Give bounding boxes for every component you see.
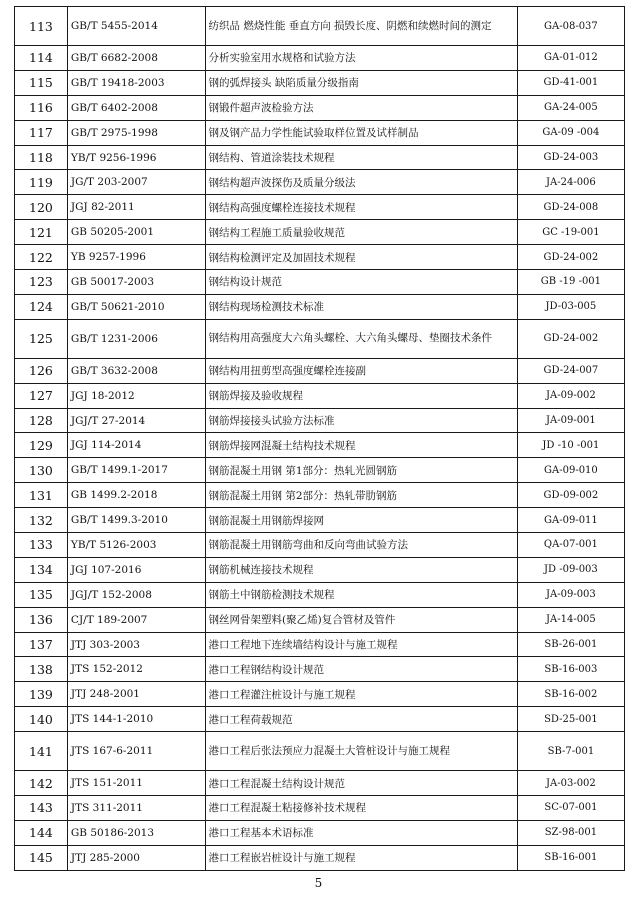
standard-code: YB/T 9256-1996	[67, 145, 205, 170]
reference-number: GA-08-037	[517, 7, 624, 46]
standard-code: JGJ 18-2012	[67, 383, 205, 408]
table-row	[15, 245, 625, 270]
table-row	[15, 358, 625, 383]
standard-code: GB/T 6402-2008	[67, 95, 205, 120]
standard-title: 钢筋混凝土用钢筋弯曲和反向弯曲试验方法	[205, 533, 517, 558]
reference-number: GD-24-007	[517, 358, 624, 383]
table-row	[15, 95, 625, 120]
reference-number: JA-09-003	[517, 582, 624, 607]
table-row	[15, 582, 625, 607]
row-index: 139	[15, 682, 68, 707]
standard-title: 钢结构用高强度大六角头螺栓、大六角头螺母、垫圈技术条件	[205, 319, 517, 358]
standard-code: JGJ 82-2011	[67, 195, 205, 220]
standard-title: 钢筋混凝土用钢 第2部分：热轧带肋钢筋	[205, 483, 517, 508]
row-index: 118	[15, 145, 68, 170]
standard-code: JTS 151-2011	[67, 771, 205, 796]
table-row	[15, 408, 625, 433]
standard-title: 钢筋混凝土用钢筋焊接网	[205, 508, 517, 533]
standard-title: 钢筋机械连接技术规程	[205, 557, 517, 582]
standard-title: 钢筋混凝土用钢 第1部分：热轧光圆钢筋	[205, 458, 517, 483]
standard-title: 钢结构工程施工质量验收规范	[205, 220, 517, 245]
reference-number: SB-26-001	[517, 632, 624, 657]
standard-title: 分析实验室用水规格和试验方法	[205, 46, 517, 71]
standard-title: 钢丝网骨架塑料(聚乙烯)复合管材及管件	[205, 607, 517, 632]
standard-title: 钢结构检测评定及加固技术规程	[205, 245, 517, 270]
reference-number: GD-24-003	[517, 145, 624, 170]
standard-title: 钢结构设计规范	[205, 270, 517, 295]
table-row	[15, 383, 625, 408]
reference-number: GC -19-001	[517, 220, 624, 245]
standards-table	[14, 6, 625, 871]
row-index: 116	[15, 95, 68, 120]
page-number: 5	[314, 876, 323, 890]
standard-title: 钢及钢产品力学性能试验取样位置及试样制品	[205, 120, 517, 145]
standard-title: 钢筋土中钢筋检测技术规程	[205, 582, 517, 607]
reference-number: GB -19 -001	[517, 270, 624, 295]
standard-code: GB/T 3632-2008	[67, 358, 205, 383]
reference-number: JA-24-006	[517, 170, 624, 195]
row-index: 117	[15, 120, 68, 145]
reference-number: GA-24-005	[517, 95, 624, 120]
row-index: 131	[15, 483, 68, 508]
row-index: 143	[15, 796, 68, 821]
row-index: 145	[15, 845, 68, 870]
standard-code: JTJ 285-2000	[67, 845, 205, 870]
row-index: 122	[15, 245, 68, 270]
table-row	[15, 170, 625, 195]
table-body	[15, 7, 625, 871]
reference-number: JA-14-005	[517, 607, 624, 632]
standard-code: GB/T 19418-2003	[67, 70, 205, 95]
table-row	[15, 771, 625, 796]
reference-number: SC-07-001	[517, 796, 624, 821]
standard-title: 港口工程嵌岩桩设计与施工规程	[205, 845, 517, 870]
standard-title: 港口工程基本术语标准	[205, 820, 517, 845]
standard-title: 钢结构现场检测技术标准	[205, 294, 517, 319]
table-row	[15, 195, 625, 220]
standard-title: 钢的弧焊接头 缺陷质量分级指南	[205, 70, 517, 95]
row-index: 144	[15, 820, 68, 845]
standard-code: GB/T 6682-2008	[67, 46, 205, 71]
standard-title: 钢筋焊接网混凝土结构技术规程	[205, 433, 517, 458]
reference-number: JA-03-002	[517, 771, 624, 796]
table-row	[15, 508, 625, 533]
standard-code: YB/T 5126-2003	[67, 533, 205, 558]
standard-code: GB/T 1499.1-2017	[67, 458, 205, 483]
standard-title: 钢结构超声波探伤及质量分级法	[205, 170, 517, 195]
standard-title: 港口工程后张法预应力混凝土大管桩设计与施工规程	[205, 732, 517, 771]
table-row	[15, 632, 625, 657]
table-row	[15, 732, 625, 771]
standard-code: GB/T 1231-2006	[67, 319, 205, 358]
row-index: 138	[15, 657, 68, 682]
standard-title: 钢筋焊接及验收规程	[205, 383, 517, 408]
reference-number: GD-24-002	[517, 245, 624, 270]
reference-number: JA-09-002	[517, 383, 624, 408]
standard-code: JGJ/T 27-2014	[67, 408, 205, 433]
reference-number: JD -10 -001	[517, 433, 624, 458]
row-index: 132	[15, 508, 68, 533]
row-index: 120	[15, 195, 68, 220]
standard-code: GB/T 1499.3-2010	[67, 508, 205, 533]
row-index: 126	[15, 358, 68, 383]
table-row	[15, 820, 625, 845]
standard-title: 钢结构高强度螺栓连接技术规程	[205, 195, 517, 220]
standard-code: JGJ/T 152-2008	[67, 582, 205, 607]
row-index: 130	[15, 458, 68, 483]
row-index: 134	[15, 557, 68, 582]
table-row	[15, 557, 625, 582]
row-index: 140	[15, 707, 68, 732]
reference-number: GA-01-012	[517, 46, 624, 71]
reference-number: GD-24-002	[517, 319, 624, 358]
reference-number: QA-07-001	[517, 533, 624, 558]
table-row	[15, 270, 625, 295]
standard-code: GB/T 50621-2010	[67, 294, 205, 319]
table-row	[15, 533, 625, 558]
table-row	[15, 682, 625, 707]
standard-code: JTJ 248-2001	[67, 682, 205, 707]
table-row	[15, 657, 625, 682]
standard-title: 钢结构、管道涂装技术规程	[205, 145, 517, 170]
row-index: 135	[15, 582, 68, 607]
standard-title: 钢锻件超声波检验方法	[205, 95, 517, 120]
row-index: 119	[15, 170, 68, 195]
standard-code: JGJ 107-2016	[67, 557, 205, 582]
standard-title: 钢筋焊接接头试验方法标准	[205, 408, 517, 433]
standard-code: GB/T 5455-2014	[67, 7, 205, 46]
table-row	[15, 294, 625, 319]
table-row	[15, 46, 625, 71]
row-index: 128	[15, 408, 68, 433]
reference-number: GA-09 -004	[517, 120, 624, 145]
reference-number: SB-7-001	[517, 732, 624, 771]
table-row	[15, 145, 625, 170]
standard-code: GB/T 2975-1998	[67, 120, 205, 145]
reference-number: JA-09-001	[517, 408, 624, 433]
row-index: 137	[15, 632, 68, 657]
row-index: 113	[15, 7, 68, 46]
row-index: 115	[15, 70, 68, 95]
standard-code: GB 50205-2001	[67, 220, 205, 245]
reference-number: JD-03-005	[517, 294, 624, 319]
standard-code: JTS 167-6-2011	[67, 732, 205, 771]
table-row	[15, 319, 625, 358]
standard-code: GB 1499.2-2018	[67, 483, 205, 508]
reference-number: SB-16-001	[517, 845, 624, 870]
standard-code: JTS 152-2012	[67, 657, 205, 682]
reference-number: GD-24-008	[517, 195, 624, 220]
table-row	[15, 120, 625, 145]
row-index: 127	[15, 383, 68, 408]
standard-code: CJ/T 189-2007	[67, 607, 205, 632]
standard-code: JTS 311-2011	[67, 796, 205, 821]
row-index: 123	[15, 270, 68, 295]
reference-number: SD-25-001	[517, 707, 624, 732]
reference-number: JD -09-003	[517, 557, 624, 582]
table-row	[15, 796, 625, 821]
standard-title: 港口工程混凝土结构设计规范	[205, 771, 517, 796]
standard-code: GB 50017-2003	[67, 270, 205, 295]
row-index: 124	[15, 294, 68, 319]
reference-number: SB-16-003	[517, 657, 624, 682]
standard-title: 纺织品 燃烧性能 垂直方向 损毁长度、阴燃和续燃时间的测定	[205, 7, 517, 46]
table-row	[15, 483, 625, 508]
standard-title: 港口工程钢结构设计规范	[205, 657, 517, 682]
standard-code: JTJ 303-2003	[67, 632, 205, 657]
row-index: 141	[15, 732, 68, 771]
standard-code: YB 9257-1996	[67, 245, 205, 270]
row-index: 121	[15, 220, 68, 245]
standard-code: JTS 144-1-2010	[67, 707, 205, 732]
row-index: 133	[15, 533, 68, 558]
reference-number: GA-09-011	[517, 508, 624, 533]
reference-number: GD-09-002	[517, 483, 624, 508]
standard-code: GB 50186-2013	[67, 820, 205, 845]
standard-title: 港口工程荷载规范	[205, 707, 517, 732]
standard-code: JGJ 114-2014	[67, 433, 205, 458]
table-row	[15, 607, 625, 632]
standard-title: 港口工程灌注桩设计与施工规程	[205, 682, 517, 707]
row-index: 125	[15, 319, 68, 358]
table-row	[15, 7, 625, 46]
standard-code: JG/T 203-2007	[67, 170, 205, 195]
standard-title: 钢结构用扭剪型高强度螺栓连接副	[205, 358, 517, 383]
row-index: 136	[15, 607, 68, 632]
row-index: 114	[15, 46, 68, 71]
table-row	[15, 220, 625, 245]
row-index: 129	[15, 433, 68, 458]
table-row	[15, 707, 625, 732]
table-row	[15, 70, 625, 95]
table-row	[15, 433, 625, 458]
reference-number: SZ-98-001	[517, 820, 624, 845]
standard-title: 港口工程地下连续墙结构设计与施工规程	[205, 632, 517, 657]
row-index: 142	[15, 771, 68, 796]
table-row	[15, 458, 625, 483]
table-row	[15, 845, 625, 870]
reference-number: GA-09-010	[517, 458, 624, 483]
reference-number: SB-16-002	[517, 682, 624, 707]
reference-number: GD-41-001	[517, 70, 624, 95]
standard-title: 港口工程混凝土粘接修补技术规程	[205, 796, 517, 821]
